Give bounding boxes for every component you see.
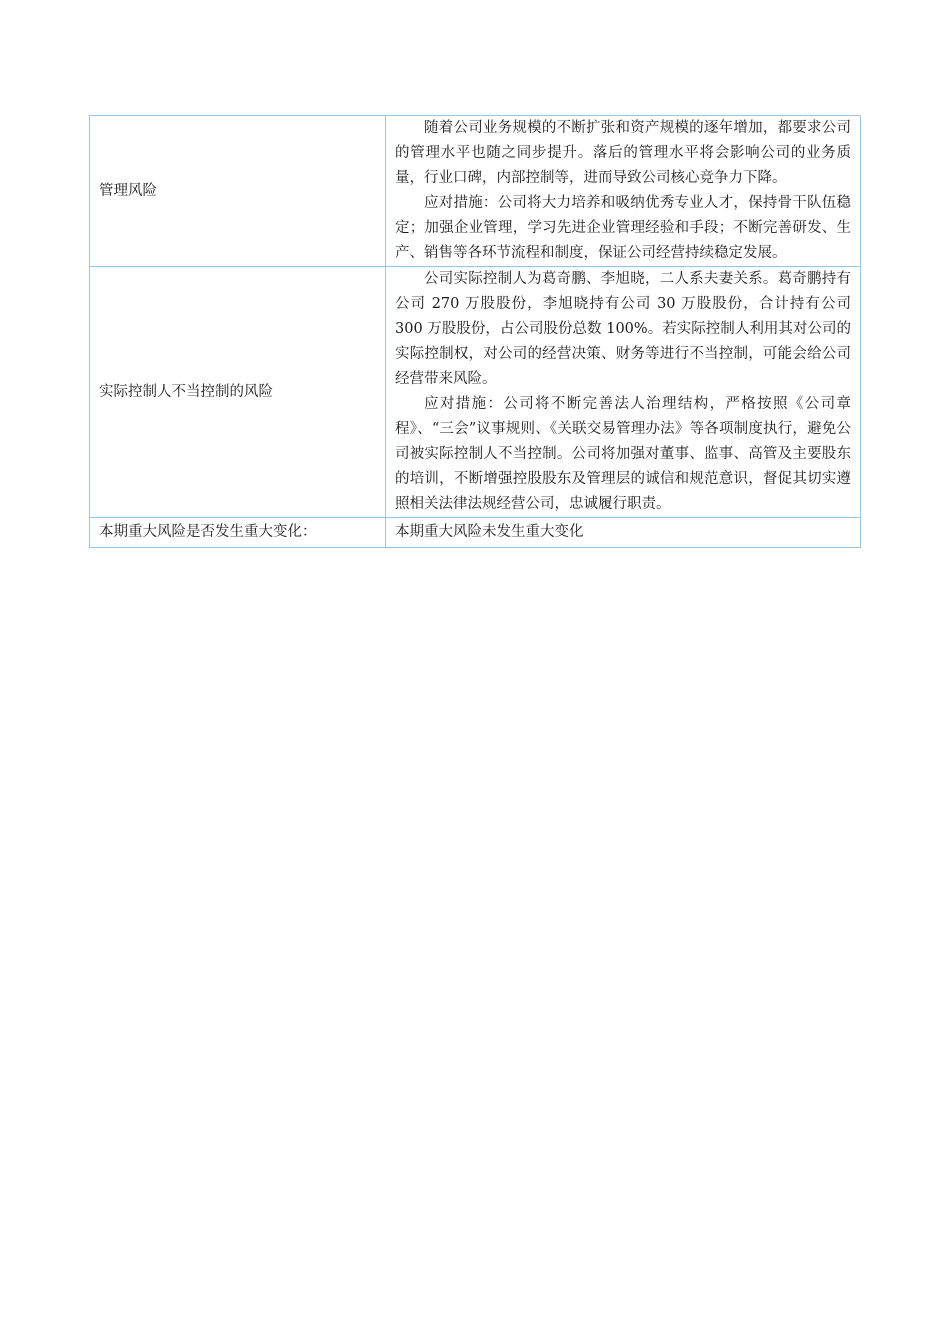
risk-name-management: 管理风险 — [90, 116, 386, 267]
table-row — [90, 518, 861, 548]
risk-description-management — [386, 116, 861, 267]
risk-description-controller — [386, 267, 861, 518]
summary-value: 本期重大风险未发生重大变化 — [386, 518, 861, 548]
risk-paragraph: 随着公司业务规模的不断扩张和资产规模的逐年增加，都要求公司的管理水平也随之同步提升。落后的管理水平将会影响公司的业务质量，行业口碑，内部控制等，进而导致公司核心竞争力下降。 — [395, 120, 851, 186]
summary-label: 本期重大风险是否发生重大变化： — [90, 518, 386, 548]
risk-table — [89, 115, 861, 548]
risk-paragraph: 公司实际控制人为葛奇鹏、李旭晓，二人系夫妻关系。葛奇鹏持有公司 270 万股股份，李旭晓持有公司 30 万股股份，合计持有公司 300 万股股份，占公司股份总数 100%。若实际控制人利用其对公司的实际控制权，对公司的经营决策、财务等进行不当控制，可能会给公司经营带来风险。 — [395, 271, 851, 387]
risk-countermeasure: 应对措施：公司将不断完善法人治理结构，严格按照《公司章程》、“三会”议事规则、《关联交易管理办法》等各项制度执行，避免公司被实际控制人不当控制。公司将加强对董事、监事、高管及主要股东的培训，不断增强控股股东及管理层的诚信和规范意识，督促其切实遵照相关法律法规经营公司，忠诚履行职责。 — [395, 396, 851, 512]
risk-name-controller: 实际控制人不当控制的风险 — [90, 267, 386, 518]
risk-countermeasure: 应对措施：公司将大力培养和吸纳优秀专业人才，保持骨干队伍稳定；加强企业管理，学习先进企业管理经验和手段；不断完善研发、生产、销售等各环节流程和制度，保证公司经营持续稳定发展。 — [395, 195, 851, 261]
table-row — [90, 267, 861, 518]
table-row — [90, 116, 861, 267]
